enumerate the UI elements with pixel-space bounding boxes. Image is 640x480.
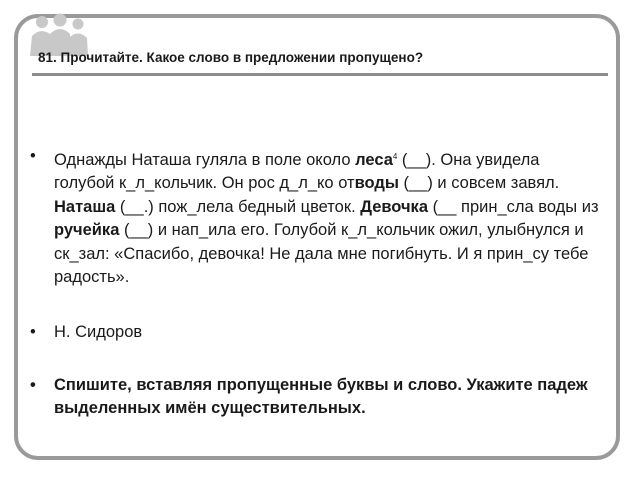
highlighted-noun: Девочка	[360, 197, 428, 216]
bullet-marker: •	[30, 376, 36, 394]
story-text-run: (__ прин_сла воды из	[428, 197, 599, 216]
author-line	[30, 321, 600, 344]
story-text-run: Однажды Наташа гуляла в поле около	[54, 151, 356, 169]
bullet-marker: •	[30, 323, 36, 341]
footnote-mark: 4	[392, 152, 398, 161]
title-divider	[32, 73, 608, 76]
task-instruction	[30, 374, 600, 421]
slide-title: 81. Прочитайте. Какое слово в предложении пропущено?	[38, 50, 424, 65]
highlighted-noun: ручейка	[54, 221, 120, 240]
highlighted-noun: Наташа	[54, 197, 116, 216]
highlighted-noun: леса	[355, 151, 393, 169]
story-text-run: (__) и совсем завял.	[398, 174, 560, 193]
story-paragraph	[30, 145, 600, 289]
author-name: Н. Сидоров	[54, 323, 143, 341]
bullet-marker: •	[30, 147, 36, 165]
story-text-run: (__). Она увидела голубой к_л_кольчик. Он рос д_л_ко от	[54, 151, 540, 193]
story-text	[54, 145, 600, 289]
highlighted-noun: воды	[354, 174, 399, 193]
story-text-run: (__.) пож_лела бедный цветок.	[115, 197, 361, 216]
task-text: Спишите, вставляя пропущенные буквы и слово. Укажите падеж выделенных имён существительных.	[54, 376, 588, 418]
story-text-run: (__) и нап_ила его. Голубой к_л_кольчик ожил, улыбнулся и ск_зал: «Спасибо, девочка! Не дала мне погибнуть. И я прин_су тебе радость».	[54, 221, 589, 287]
